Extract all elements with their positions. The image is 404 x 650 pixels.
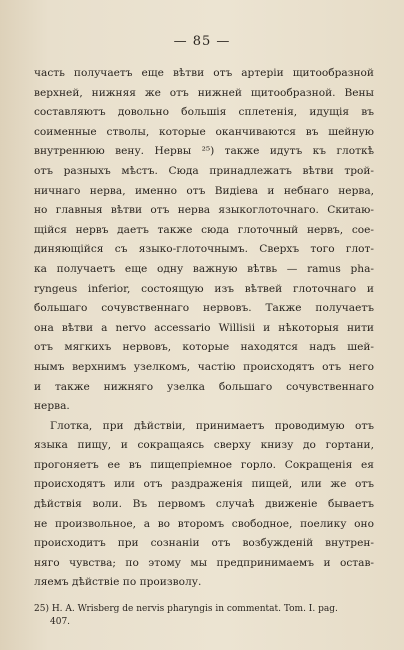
text-line: но главныя вѣтви отъ нерва языкоглоточнаго. Скитаю- [34, 204, 374, 217]
text-line: соименные стволы, которые оканчиваются въ шейную [34, 125, 374, 138]
text-line: ничнаго нерва, именно отъ Видіева и небнаго нерва, [34, 184, 374, 197]
text-line: ка получаетъ еще одну важную вѣтвь — ramus pha- [34, 262, 374, 275]
text-line: ryngeus inferior, состоящую изъ вѣтвей глоточнаго и [34, 282, 374, 295]
text-line: верхней, нижняя же отъ нижней щитообразной. Вены [34, 86, 374, 99]
footnote-line: 407. [50, 617, 71, 627]
text-line: няго чувства; по этому мы предпринимаемъ и остав- [34, 556, 374, 569]
text-line: не произвольное, а во второмъ свободное, поелику оно [34, 517, 374, 530]
footnote-line: 25) H. A. Wrisberg de nervis pharyngis in commentat. Tom. I. pag. [34, 604, 338, 614]
text-line: часть получаетъ еще вѣтви отъ артеріи щитообразной [34, 67, 374, 79]
text-line: языка пищу, и сокращаясь сверху книзу до гортани, [34, 439, 374, 452]
page-number: — 85 — [173, 34, 231, 49]
paragraph-1 [34, 64, 374, 417]
text-line: нымъ верхнимъ узелкомъ, частію происходятъ отъ него [34, 360, 374, 373]
text-line: большаго сочувственнаго нервовъ. Также получаетъ [34, 302, 374, 315]
text-line: ляемъ дѣйствіе по произволу. [34, 576, 202, 589]
text-line: дѣйствія воли. Въ первомъ случаѣ движеніе бываетъ [34, 498, 374, 511]
text-line: отъ мягкихъ нервовъ, которые находятся надъ шей- [34, 341, 374, 354]
footnote [34, 603, 374, 629]
text-line: Глотка, при дѣйствіи, принимаетъ проводимую отъ [50, 419, 374, 432]
text-line: диняющійся съ языко-глоточнымъ. Сверхъ того глот- [34, 243, 374, 256]
text-line: прогоняетъ ее въ пищепріемное горло. Сокращенія ея [34, 458, 374, 471]
text-line: отъ разныхъ мѣстъ. Сюда принадлежатъ вѣтви трой- [34, 164, 374, 177]
text-line: щійся нервъ даетъ также сюда глоточный нервъ, сое- [34, 223, 374, 236]
text-line: она вѣтви а nervo accessario Willisii и нѣкоторыя нити [34, 321, 374, 334]
text-line: внутреннюю вену. Нервы ²⁵) также идутъ къ глоткѣ [34, 145, 374, 158]
text-line: происходитъ при сознаніи отъ возбужденій внутрен- [34, 537, 374, 550]
paragraph-2 [34, 417, 374, 593]
text-line: происходятъ или отъ раздраженія пищей, или же отъ [34, 478, 374, 491]
body-text [34, 64, 374, 593]
text-line: нерва. [34, 400, 70, 413]
text-line: составляютъ довольно большія сплетенія, идущія въ [34, 106, 374, 119]
text-line: и также нижняго узелка большаго сочувственнаго [34, 380, 374, 393]
